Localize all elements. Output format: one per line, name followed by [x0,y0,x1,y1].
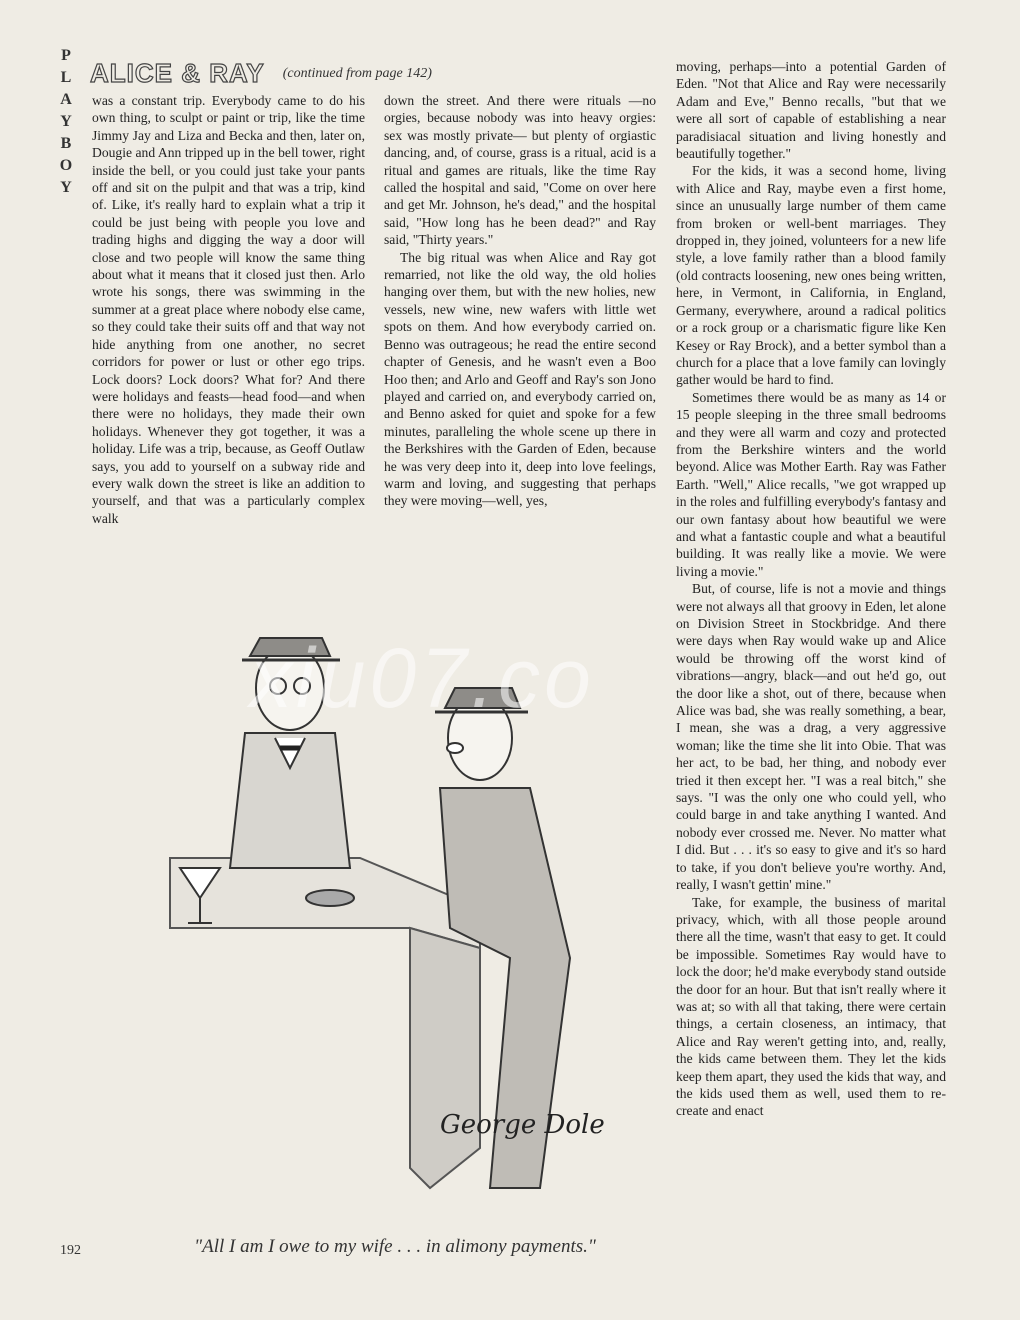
text-column-3 [676,58,946,1120]
paragraph: moving, perhaps—into a potential Garden of Eden. "Not that Alice and Ray were necessarily Adam and Eve," Benno recalls, "but that we were all sort of capable of establishing a near paradisiacal situation and living honestly and beautifully together." [676,59,946,162]
page-number: 192 [60,1243,81,1258]
vertical-title-letter: A [60,91,72,108]
cartoon-caption: "All I am I owe to my wife . . . in alimony payments." [194,1236,596,1257]
text-column-1 [92,92,365,527]
paragraph: Sometimes there would be as many as 14 or 15 people sleeping in the three small bedrooms and they were all warm and cozy and protected from the Berkshire winters and the world beyond. Alice was Mother Earth. Ray was Father Earth. "Well," Alice recalls, "we got wrapped up in the roles and fulfilling everybody's fantasy and our own fantasy about how beautiful we were and what a fantastic couple and what a beautiful building. It was really like a movie. We were living a movie." [676,389,946,579]
paragraph: was a constant trip. Everybody came to do his own thing, to sculpt or paint or trip, like the time Jimmy Jay and Liza and Becka and then, later on, Dougie and Ann tripped up in the bell tower, right inside the bell, or you could just take your pants off and sit on the pulpit and that was a trip, kind of. Like, it's really hard to explain what a trip it could be just being with people you love and trading highs and digging the way a door will close and two people will know the same thing about what it means that it closed just then. Arlo wrote his songs, there was swimming in the summer at a great place where nobody else came, so they could take their suits off and that way not hide anything from one another, no secret corridors for power or lust or other ego trips. Lock doors? Lock doors? What for? And there were holidays and feasts—head food—and when there were no holidays, they made their own holidays. Whenever they got together, it was a holiday. Life was a trip, because, as Geoff Outlaw says, you add to yourself on a subway ride and every walk down the street is like an addition to yourself, and that was a particularly complex walk [92,93,365,526]
article-header [90,58,650,88]
magazine-name-vertical [55,45,77,199]
vertical-title-letter: L [60,69,72,86]
paragraph: down the street. And there were rituals —no orgies, because nobody was into heavy orgies: sex was mostly private— but plenty of orgiastic dancing, and, of course, grass is a ritual, acid is a ritual and games are rituals, like the time Ray called the hospital and said, "Come on over here and get Mr. Johnson, he's dead," and the hospital said, "How long has he been dead?" and Ray said, "Thirty years." [384,93,656,248]
paragraph: The big ritual was when Alice and Ray got remarried, not like the old way, the old holies hanging over them, but with the new holies, new vessels, new wine, new wafers with little wet spots on them. And how everybody carried on. Benno was outrageous; he read the entire second chapter of Genesis, and he wasn't even a Boo Hoo then; and Arlo and Geoff and Ray's son Jono played and carried on, and everybody carried on, and Benno asked for quiet and spoke for a few minutes, paralleling the whole scene up there in the Berkshires with the Garden of Eden, because he was very deep into it, deep into love feelings, warm and loving, and suggesting that perhaps they were moving—well, yes, [384,249,656,509]
man-left [230,638,350,868]
vertical-title-letter: P [61,47,71,64]
continued-note: (continued from page 142) [282,65,432,81]
vertical-title-letter: O [59,157,73,174]
cartoon-illustration [150,628,660,1220]
paragraph: But, of course, life is not a movie and things were not always all that groovy in Eden, let alone on Division Street in Stockbridge. And there were days when Ray would wake up and Alice would be throwing off the worst kind of vibrations—angry, black—and out he'd go, out the door like a shot, out of there, because when Alice was bad, she was really something, a bear, I mean, she was a drag, a very aggressive woman; like the time she lit into Obie. That was her act, to be bad, her thing, and nobody ever tried it then except her. "I was a real bitch," she says. "I was the only one who could yell, who could barge in and take anything I wanted. And nobody ever crossed me. Never. No matter what I did. But . . . it's so easy to give and it's so hard to take, if you don't believe you're worthy. And, really, I wasn't gettin' mine." [676,581,946,893]
watermark: xiu07.co [250,631,595,725]
paragraph: Take, for example, the business of marital privacy, which, with all those people around there all the time, wasn't that easy to get. It could be impossible. Sometimes Ray would have to lock the door; he'd make everybody stand outside the door for an hour. But that isn't really where it was at; so with all that taking, there were certain things, a certain closeness, an intimacy, that Alice and Ray weren't getting into, and, really, the kids came between them. They let the kids keep them apart, they used the kids that way, and the kids used them as well, used them to re-create and enact [676,894,946,1119]
paragraph: For the kids, it was a second home, living with Alice and Ray, maybe even a first home, since an unusually large number of them came from broken or well-bent marriages. They dropped in, they joined, volunteers for a new life style, a love family rather than a blood family (old contracts loosening, new ones being written, here, in Vermont, in California, in England, Germany, everywhere, around a radical politics or a rock group or a charismatic figure like Ken Kesey or Ray Brock), and a better symbol than a church for a place that a love family can lovingly gather would be hard to find. [676,163,946,388]
vertical-title-letter: B [60,135,72,152]
cartoon-drawing [150,628,660,1220]
vertical-title-letter: Y [60,179,72,196]
vertical-title-letter: Y [60,113,72,130]
bar-front [410,928,480,1188]
article-title: ALICE & RAY [90,58,265,88]
ashtray [306,890,354,906]
text-column-2 [384,92,656,510]
artist-signature: George Dole [440,1110,605,1140]
